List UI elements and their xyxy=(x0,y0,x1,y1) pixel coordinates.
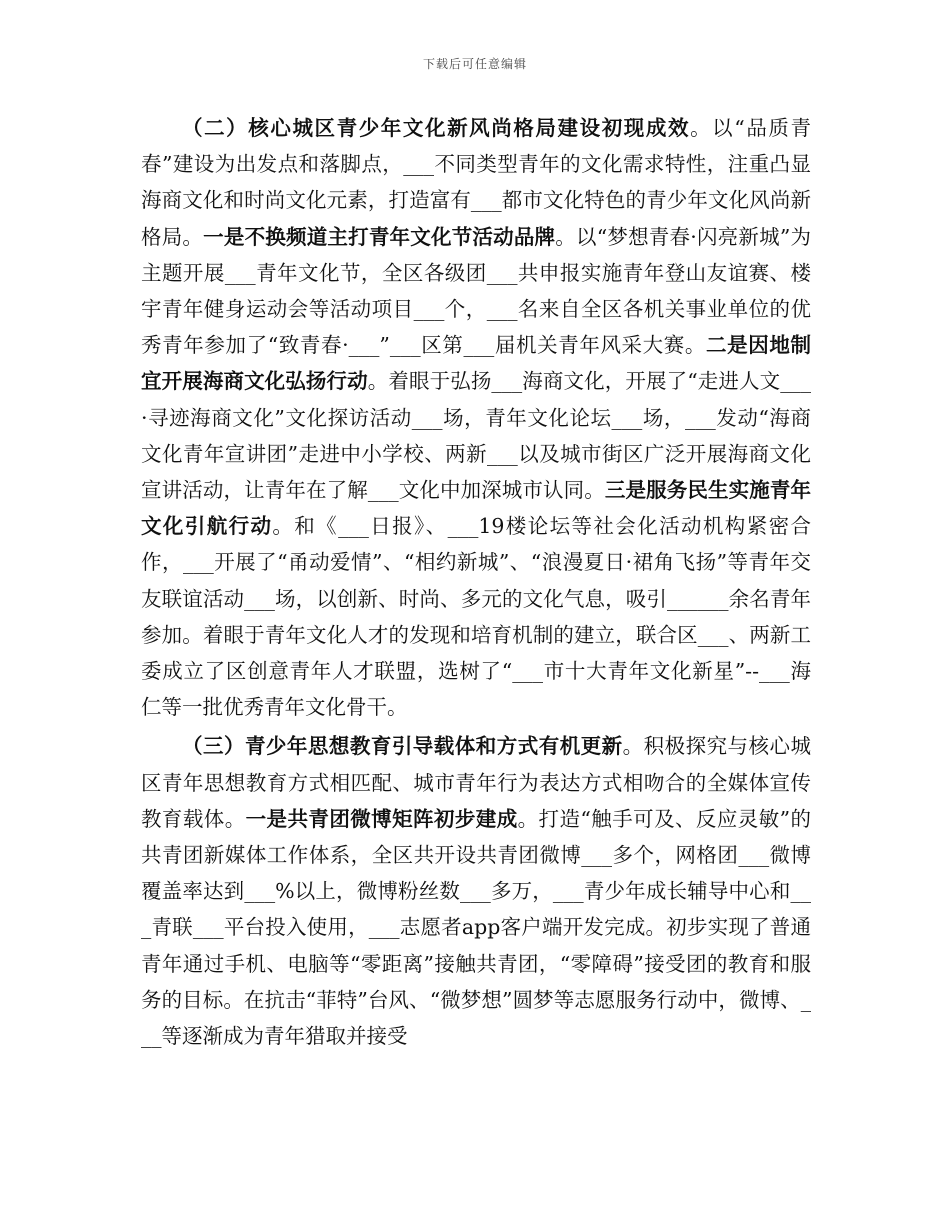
paragraph-text: 。以“品质青春”建设为出发点和落脚点，___不同类型青年的文化需求特性，注重凸显海商文化和时尚文化元素，打造富有___都市文化特色的青少年文化风尚新格局。 xyxy=(141,116,812,249)
paragraph-2 xyxy=(141,110,811,725)
paragraph-text: 。打造“触手可及、反应灵敏”的共青团新媒体工作体系，全区共开设共青团微博___多个，网格团___微博覆盖率达到___%以上，微博粉丝数___多万，___青少年成长辅导中心和___青联___平台投入使用，___志愿者app客户端开发完成。初步实现了普通青年通过手机、电脑等“零距离”接触共青团，“零障碍”接受团的教育和服务的目标。在抗击“菲特”台风、“微梦想”圆梦等志愿服务行动中，微博、___等逐渐成为青年猎取并接受 xyxy=(141,806,812,1049)
section-heading: （三）青少年思想教育引导载体和方式有机更新 xyxy=(182,734,623,759)
paragraph-text: 。以“梦想青春·闪亮新城”为主题开展___青年文化节，全区各级团___共申报实施青年登山友谊赛、楼宇青年健身运动会等活动项目___个，___名来自全区各机关事业单位的优秀青年参加了“致青春·___”___区第___届机关青年风采大赛。 xyxy=(141,224,812,358)
subheading: 一是共青团微博矩阵初步建成 xyxy=(245,806,518,831)
paragraph-text: 。着眼于弘扬___海商文化，开展了“走进人文___·寻迹海商文化”文化探访活动___场，青年文化论坛___场，___发动“海商文化青年宣讲团”走进中小学校、两新___以及城市街区广泛开展海商文化宣讲活动，让青年在了解___文化中加深城市认同。 xyxy=(141,369,811,503)
page-header: 下载后可任意编辑 xyxy=(422,57,527,71)
section-heading: （二）核心城区青少年文化新风尚格局建设初现成效 xyxy=(182,116,691,140)
paragraph-text: 。积极探究与核心城区青年思想教育方式相匹配、城市青年行为表达方式相吻合的全媒体宣传教育载体。 xyxy=(141,734,812,831)
subheading: 三是服务民生实施青年文化引航行动 xyxy=(141,478,812,539)
subheading: 一是不换频道主打青年文化节活动品牌 xyxy=(203,224,556,249)
paragraph-text: 。和《___日报》、___19楼论坛等社会化活动机构紧密合作，___开展了“甬动爱情”、“相约新城”、“浪漫夏日·裙角飞扬”等青年交友联谊活动___场，以创新、时尚、多元的文化气息，吸引______余名青年参加。着眼于青年文化人才的发现和培育机制的建立，联合区___、两新工委成立了区创意青年人才联盟，选树了“___市十大青年文化新星”--___海仁等一批优秀青年文化骨干。 xyxy=(141,514,811,720)
subheading: 二是因地制宜开展海商文化弘扬行动 xyxy=(141,333,811,394)
document-body xyxy=(141,110,811,1054)
paragraph-3 xyxy=(141,728,811,1054)
